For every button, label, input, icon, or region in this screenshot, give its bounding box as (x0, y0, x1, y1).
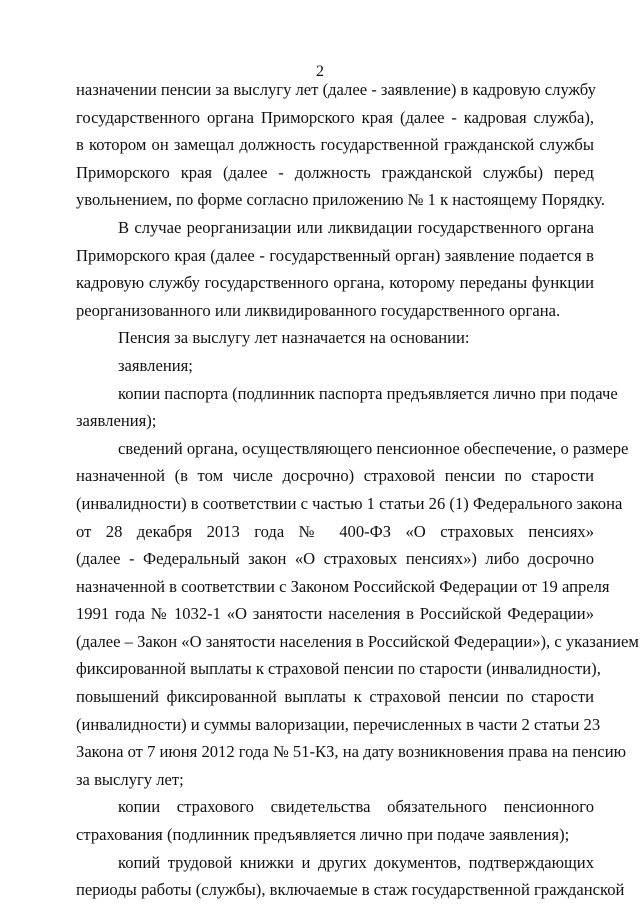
text-line: В случае реорганизации или ликвидации государственного органа (118, 217, 594, 237)
text-line: копии страхового свидетельства обязательного пенсионного (118, 797, 594, 817)
text-line: копии паспорта (подлинник паспорта предъявляется лично при подаче (118, 383, 618, 403)
text-line: страхования (подлинник предъявляется лично при подаче заявления); (76, 825, 570, 845)
text-line: (инвалидности) и суммы валоризации, перечисленных в части 2 статьи 23 (76, 714, 601, 734)
text-line: Приморского края (далее - должность гражданской службы) перед (76, 162, 594, 182)
document-body (76, 76, 639, 904)
text-line: 1991 года № 1032-1 «О занятости населения в Российской Федерации» (76, 604, 594, 624)
text-line: Приморского края (далее - государственный орган) заявление подается в (76, 245, 594, 265)
text-line: назначенной в соответствии с Законом Российской Федерации от 19 апреля (76, 576, 610, 596)
text-line: увольнением, по форме согласно приложению № 1 к настоящему Порядку. (76, 190, 605, 210)
text-line: назначении пенсии за выслугу лет (далее - заявление) в кадровую службу (76, 80, 596, 99)
text-line: назначенной (в том числе досрочно) страховой пенсии по старости (76, 466, 594, 486)
text-line: фиксированной выплаты к страховой пенсии по старости (инвалидности), (76, 659, 601, 679)
text-line: (инвалидности) в соответствии с частью 1 статьи 26 (1) Федерального закона (76, 493, 623, 513)
text-line: заявления; (118, 355, 193, 375)
text-line: заявления); (76, 411, 157, 431)
text-line: (далее - Федеральный закон «О страховых пенсиях») либо досрочно (76, 549, 594, 569)
text-line: за выслугу лет; (76, 769, 184, 789)
text-line: сведений органа, осуществляющего пенсионное обеспечение, о размере (118, 438, 629, 458)
text-line: периоды работы (службы), включаемые в стаж государственной гражданской (76, 880, 625, 900)
text-line: Пенсия за выслугу лет назначается на основании: (118, 328, 470, 348)
text-line: (далее – Закон «О занятости населения в Российской Федерации»), с указанием (76, 631, 639, 651)
text-line: от 28 декабря 2013 года № 400-ФЗ «О страховых пенсиях» (76, 521, 594, 541)
page-number: 2 (316, 63, 324, 80)
text-line: Закона от 7 июня 2012 года № 51-КЗ, на дату возникновения права на пенсию (76, 742, 627, 762)
text-line: копий трудовой книжки и других документов, подтверждающих (118, 852, 594, 872)
text-line: государственного органа Приморского края (далее - кадровая служба), (76, 107, 594, 127)
text-line: в котором он замещал должность государственной гражданской службы (76, 135, 594, 155)
text-line: кадровую службу государственного органа, которому переданы функции (76, 273, 594, 293)
text-line: повышений фиксированной выплаты к страховой пенсии по старости (76, 687, 594, 707)
text-line: реорганизованного или ликвидированного государственного органа. (76, 300, 561, 320)
